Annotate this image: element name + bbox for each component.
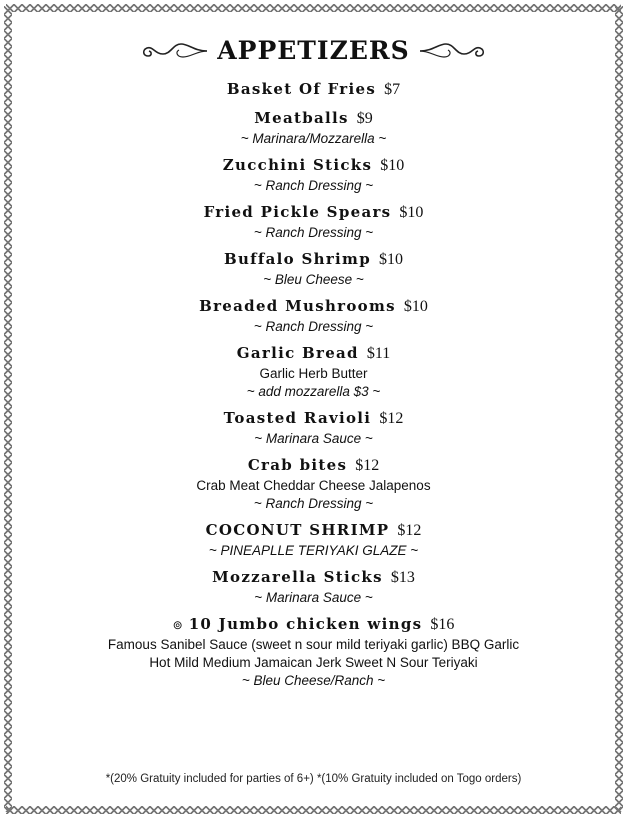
menu-list [0,78,627,690]
item-name: Toasted Ravioli [223,409,372,427]
item-name: Garlic Bread [236,344,359,362]
menu-item [0,248,627,289]
item-price: $12 [355,457,380,474]
item-sauce: ~ Ranch Dressing ~ [253,178,374,193]
item-price: $7 [384,81,401,98]
item-name: COCONUT SHRIMP [205,521,390,539]
item-name: Basket Of Fries [226,80,377,98]
item-description: Crab Meat Cheddar Cheese Jalapenos [196,478,431,493]
item-sauce: ~ Bleu Cheese ~ [263,272,364,287]
item-price: $10 [399,204,424,221]
item-price: $10 [379,251,404,268]
item-price: $12 [379,410,404,427]
menu-header [0,36,627,65]
item-description: Hot Mild Medium Jamaican Jerk Sweet N Sour Teriyaki [149,655,478,670]
item-sauce: ~ Marinara Sauce ~ [254,590,373,605]
menu-item [0,407,627,448]
item-sauce: ~ Ranch Dressing ~ [253,319,374,334]
item-price: $12 [397,522,422,539]
item-description: Garlic Herb Butter [259,366,368,381]
item-price: $10 [403,298,428,315]
item-price: $16 [430,616,455,633]
menu-item [0,519,627,560]
menu-item [0,154,627,195]
item-sauce: ~ add mozzarella $3 ~ [246,384,381,399]
item-name: Fried Pickle Spears [203,203,392,221]
item-name: Breaded Mushrooms [199,297,396,315]
item-sauce: ~ Ranch Dressing ~ [253,225,374,240]
gratuity-note: *(20% Gratuity included for parties of 6+) *(10% Gratuity included on Togo orders) [105,773,522,785]
item-price: $9 [356,110,373,127]
menu-item [0,342,627,401]
item-sauce: ~ Marinara Sauce ~ [254,431,373,446]
item-price: $10 [380,157,405,174]
menu-item [0,454,627,513]
menu-item [0,78,627,101]
item-price: $13 [390,569,415,586]
menu-item [0,107,627,148]
border-bottom [6,806,621,814]
border-top [6,4,621,12]
item-sauce: ~ Marinara/Mozzarella ~ [240,131,387,146]
right-flourish-icon [418,40,488,62]
left-flourish-icon [139,40,209,62]
item-sauce: ~ Ranch Dressing ~ [253,496,374,511]
item-price: $11 [366,345,391,362]
menu-item [0,566,627,607]
menu-item [0,201,627,242]
item-name: Buffalo Shrimp [223,250,372,268]
item-description: Famous Sanibel Sauce (sweet n sour mild teriyaki garlic) BBQ Garlic [107,637,520,652]
menu-item [0,613,627,690]
item-name: Meatballs [254,109,349,127]
wing-emblem-icon: ⊚ [172,618,183,632]
item-name: 10 Jumbo chicken wings [188,615,423,633]
menu-item [0,295,627,336]
item-sauce: ~ Bleu Cheese/Ranch ~ [241,673,386,688]
page-title: APPETIZERS [217,36,410,65]
item-name: Mozzarella Sticks [212,568,383,586]
item-name: Zucchini Sticks [222,156,373,174]
item-name: Crab bites [247,456,348,474]
item-sauce: ~ PINEAPLLE TERIYAKI GLAZE ~ [208,543,419,558]
